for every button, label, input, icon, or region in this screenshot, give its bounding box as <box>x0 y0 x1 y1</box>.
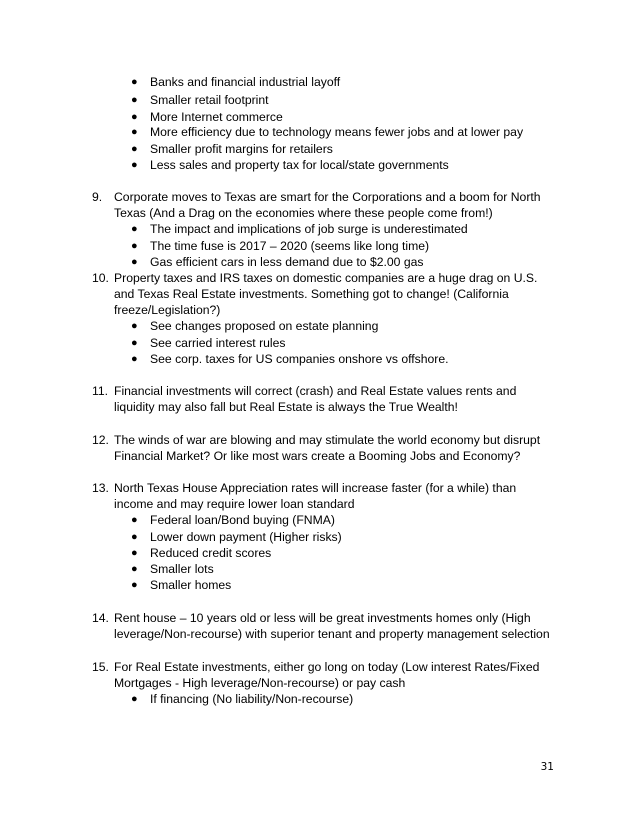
item-text: liquidity may also fall but Real Estate is always the True Wealth! <box>114 400 458 414</box>
bullet-icon: ● <box>131 563 138 575</box>
bullet-icon: ● <box>131 256 138 268</box>
bullet-icon: ● <box>131 531 138 543</box>
item-text: income and may require lower loan standard <box>114 497 355 511</box>
bullet-icon: ● <box>131 94 138 106</box>
bullet-icon: ● <box>131 693 138 705</box>
list-item: Smaller lots <box>150 562 214 576</box>
bullet-icon: ● <box>131 337 138 349</box>
item-number: 10. <box>92 271 109 285</box>
bullet-icon: ● <box>131 126 138 138</box>
list-item: See changes proposed on estate planning <box>150 319 379 333</box>
item-text: leverage/Non-recourse) with superior tenant and property management selection <box>114 627 550 641</box>
item-text: North Texas House Appreciation rates will increase faster (for a while) than <box>114 481 517 495</box>
bullet-icon: ● <box>131 159 138 171</box>
item-text: For Real Estate investments, either go long on today (Low interest Rates/Fixed <box>114 660 540 674</box>
list-item: See corp. taxes for US companies onshore vs offshore. <box>150 352 449 366</box>
list-item: More efficiency due to technology means fewer jobs and at lower pay <box>150 125 524 139</box>
bullet-icon: ● <box>131 143 138 155</box>
bullet-icon: ● <box>131 514 138 526</box>
item-text: Corporate moves to Texas are smart for the Corporations and a boom for North <box>114 190 541 204</box>
list-item: The impact and implications of job surge is underestimated <box>150 222 468 236</box>
item-text: Financial Market? Or like most wars create a Booming Jobs and Economy? <box>114 449 521 463</box>
list-item: Less sales and property tax for local/state governments <box>150 158 449 172</box>
bullet-icon: ● <box>131 111 138 123</box>
item-text: Property taxes and IRS taxes on domestic companies are a huge drag on U.S. <box>114 271 538 285</box>
item-text: and Texas Real Estate investments. Something got to change! (California <box>114 287 509 301</box>
list-item: Federal loan/Bond buying (FNMA) <box>150 513 335 527</box>
list-item: The time fuse is 2017 – 2020 (seems like long time) <box>150 239 430 253</box>
item-number: 13. <box>92 481 109 495</box>
list-item: Reduced credit scores <box>150 546 272 560</box>
list-item: Smaller retail footprint <box>150 93 269 107</box>
list-item: More Internet commerce <box>150 110 283 124</box>
bullet-icon: ● <box>131 76 138 88</box>
bullet-icon: ● <box>131 547 138 559</box>
item-number: 15. <box>92 660 109 674</box>
page-number: 31 <box>540 761 554 773</box>
item-text: Rent house – 10 years old or less will be great investments homes only (High <box>114 611 531 625</box>
item-number: 9. <box>92 190 103 204</box>
item-number: 14. <box>92 611 109 625</box>
list-item: Banks and financial industrial layoff <box>150 75 341 89</box>
bullet-icon: ● <box>131 353 138 365</box>
item-number: 11. <box>92 384 109 398</box>
item-text: freeze/Legislation?) <box>114 303 221 317</box>
item-text: Texas (And a Drag on the economies where these people come from!) <box>114 206 493 220</box>
bullet-icon: ● <box>131 240 138 252</box>
list-item: Gas efficient cars in less demand due to $2.00 gas <box>150 255 424 269</box>
bullet-icon: ● <box>131 579 138 591</box>
bullet-icon: ● <box>131 223 138 235</box>
list-item: Smaller profit margins for retailers <box>150 142 333 156</box>
list-item: See carried interest rules <box>150 336 286 350</box>
item-text: Financial investments will correct (crash) and Real Estate values rents and <box>114 384 517 398</box>
bullet-icon: ● <box>131 320 138 332</box>
list-item: Smaller homes <box>150 578 232 592</box>
item-text: Mortgages - High leverage/Non-recourse) or pay cash <box>114 676 406 690</box>
item-text: The winds of war are blowing and may stimulate the world economy but disrupt <box>114 433 541 447</box>
item-number: 12. <box>92 433 109 447</box>
list-item: Lower down payment (Higher risks) <box>150 530 342 544</box>
list-item: If financing (No liability/Non-recourse) <box>150 692 354 706</box>
